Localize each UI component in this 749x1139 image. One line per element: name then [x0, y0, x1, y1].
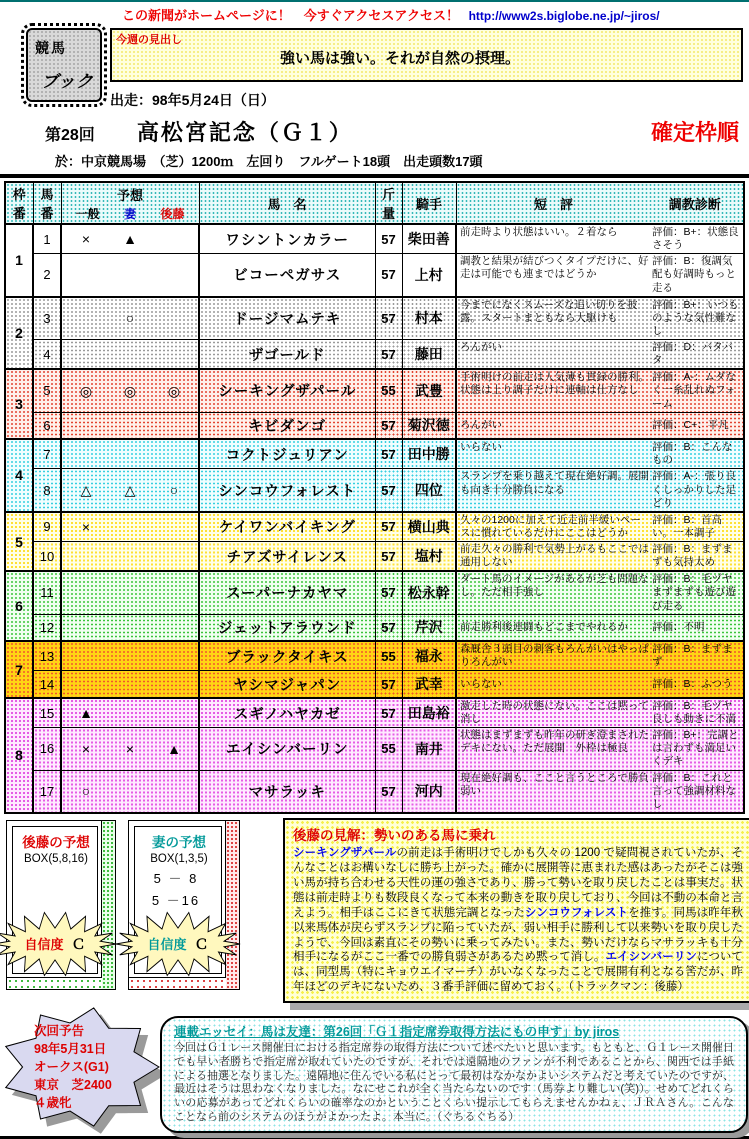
table-header-row: [5, 182, 744, 224]
prediction-marks-cell: [61, 297, 199, 340]
horse-name-cell: ケイワンバイキング: [199, 512, 375, 542]
training-evaluation: 評価：B：こんなもの: [652, 441, 733, 467]
next-race-line: 東京 芝2400: [34, 1077, 112, 1092]
weight-cell: 57: [375, 439, 402, 469]
weight-cell: 57: [375, 297, 402, 340]
short-comment: 前走久々の勝利で気勢上がるもここでは通用しない: [460, 543, 649, 569]
waku-number-cell: 6: [5, 571, 33, 641]
training-evaluation: 評価：C+：平凡: [652, 418, 729, 431]
headline-label: 今週の見出し: [116, 34, 182, 46]
short-comment: 現在絶好調も、ここと言うところで勝負弱い: [460, 771, 649, 797]
weight-cell: 57: [375, 671, 402, 698]
weight-cell: 57: [375, 571, 402, 614]
logo-line2: ブック: [41, 72, 94, 91]
essay-body: 今回はＧ１レース開催日における指定席券の取得方法について述べたいと思います。もともと、Ｇ１レース開催日でも早い者勝ちで指定席が取れていたのですが、それでは遠隔地のファンが不利であることから、関西では手紙による抽選となりました。遠隔地に住んでいる私にとって最初はなかなかよいシステムだと考えていたのですが、最近はそうは思わなくなりました。なにせこれが全く当たらないのです（馬券より難しい(笑)）。せめてどれくらいの応募があってどれくらいの確率なのかということくらい提示してもらえませんかねぇ、ＪＲＡさん。こんなことなら前のシステムのほうがよかったよ。本当に。（ぐちるぐちる）: [174, 1041, 734, 1124]
prediction-marks-cell: [61, 698, 199, 728]
predictor-wife-label: 妻: [123, 206, 136, 221]
next-race-line: 98年5月31日: [34, 1041, 107, 1056]
short-comment: ろんがい: [460, 341, 502, 353]
essay-box: [160, 1016, 748, 1133]
horse-row: [5, 698, 744, 728]
fixed-draw-status: 確定枠順: [650, 120, 739, 145]
comment-cell: [456, 512, 744, 542]
confidence-label: 自信度: [24, 937, 64, 953]
wife-mark: ○: [125, 310, 135, 327]
comment-cell: [456, 641, 744, 671]
short-comment: ダート馬のイメージがあるが芝も問題なし。ただ相手強し: [460, 573, 649, 599]
comment-cell: [456, 698, 744, 728]
horse-number-cell: 7: [33, 439, 61, 469]
horse-number-cell: 2: [33, 254, 61, 297]
horse-number-cell: 9: [33, 512, 61, 542]
horse-number-cell: 8: [33, 469, 61, 512]
weight-cell: 57: [375, 412, 402, 439]
goto-prediction-title: 後藤の予想: [22, 834, 90, 850]
wife-mark: [108, 784, 152, 798]
horse-name-cell: キビダンゴ: [199, 412, 375, 439]
bottom-section: [0, 816, 749, 1132]
horse-number-cell: 1: [33, 224, 61, 254]
prediction-marks-cell: [61, 671, 199, 698]
jockey-cell: 南井: [402, 728, 456, 770]
jockey-cell: 芹沢: [402, 614, 456, 641]
promo-url-link[interactable]: http://www2s.biglobe.ne.jp/~jiros/: [468, 9, 660, 23]
training-evaluation: 評価：B：復調気配も好調時もっと走る: [652, 255, 736, 294]
horse-name-cell: チアズサイレンス: [199, 542, 375, 572]
horse-name-cell: ビコーペガサス: [199, 254, 375, 297]
horse-name-header: 馬 名: [199, 182, 375, 224]
general-mark: ○: [81, 783, 91, 800]
horse-number-cell: 4: [33, 340, 61, 370]
next-race-line: 次回予告: [34, 1023, 85, 1038]
goto-mark: [152, 232, 196, 246]
goto-mark: [152, 706, 196, 720]
weight-cell: 55: [375, 369, 402, 412]
wife-bet-pair: 5 － 8: [153, 870, 199, 886]
wife-prediction-bets: BOX(1,3,5): [150, 852, 208, 865]
horse-row: [5, 641, 744, 671]
goto-mark: ○: [169, 482, 179, 499]
weekly-headline-box: [110, 28, 743, 82]
weight-cell: 57: [375, 770, 402, 813]
predictor-general-label: 一般: [75, 206, 100, 221]
waku-number-cell: 7: [5, 641, 33, 698]
predictor-goto-label: 後藤: [160, 206, 185, 221]
prediction-marks-cell: [61, 512, 199, 542]
short-comment: ろんがい: [460, 418, 502, 431]
comment-cell: [456, 571, 744, 614]
comment-cell: [456, 369, 744, 412]
training-evaluation: 評価：B：ふつう: [652, 677, 733, 690]
race-title-row: [0, 116, 749, 147]
jockey-cell: 武豊: [402, 369, 456, 412]
short-comment: いらない: [460, 441, 502, 454]
jockey-cell: 四位: [402, 469, 456, 512]
horse-row: [5, 224, 744, 254]
wife-prediction-title: 妻の予想: [152, 834, 206, 850]
horse-name-cell: ヤシマジャパン: [199, 671, 375, 698]
goto-mark: [152, 311, 196, 325]
horse-name-cell: ジェットアラウンド: [199, 614, 375, 641]
analysis-text: の前走は手術明けでしかも久々の 1200 で疑問視されていたが、そんなことはお構いなしに勝ち上がった。確かに展開等に恵まれた感はあったがそこは強い馬が持ち合わせる天性の運の強さであり、勝って勢いを取り戻したことは事実だ。状態は前走時よりも数段良くなって本来の動きを取り戻しており、今回は不動の本命と言えよう。相手はここにきて状態完調となった: [293, 846, 743, 919]
horse-number-cell: 12: [33, 614, 61, 641]
comment-cell: [456, 671, 744, 698]
prediction-header-title: 予想: [116, 187, 143, 203]
waku-number-cell: 5: [5, 512, 33, 572]
training-evaluation: 評価：D：バタバタ: [652, 341, 733, 367]
jockey-cell: 村本: [402, 297, 456, 340]
weight-cell: 57: [375, 254, 402, 297]
waku-number-cell: 1: [5, 224, 33, 297]
analysis-title: 後藤の見解：勢いのある馬に乗れ: [293, 827, 496, 843]
weight-cell: 57: [375, 698, 402, 728]
goto-confidence-burst: [0, 911, 117, 977]
training-evaluation: 評価：B+：いつものような気性難なし: [652, 298, 739, 337]
frame-edge: [129, 977, 226, 989]
training-evaluation: 評価：B：毛ヅヤまずまずも遊び遊び走る: [652, 573, 736, 612]
general-mark: △: [80, 482, 92, 499]
comment-cell: [456, 728, 744, 770]
horse-number-cell: 13: [33, 641, 61, 671]
weight-header: 斤量: [375, 182, 402, 224]
general-mark: ▲: [79, 705, 93, 721]
horse-row: [5, 439, 744, 469]
goto-prediction-box: [6, 820, 116, 990]
horse-row: [5, 770, 744, 813]
horse-name-cell: コクトジュリアン: [199, 439, 375, 469]
horse-name-cell: エイシンバーリン: [199, 728, 375, 770]
wife-mark: △: [124, 482, 136, 499]
prediction-marks-cell: [61, 254, 199, 297]
weight-cell: 55: [375, 641, 402, 671]
horse-row: [5, 469, 744, 512]
horse-number-cell: 3: [33, 297, 61, 340]
horse-row: [5, 340, 744, 370]
waku-number-cell: 3: [5, 369, 33, 439]
short-comment: スランプを乗り越えて現在絶好調。展開も向き十分勝負になる: [460, 470, 649, 496]
next-race-line: オークス(G1): [34, 1059, 109, 1074]
wife-prediction-box: [128, 820, 240, 990]
general-mark: ×: [81, 231, 91, 248]
headline-text: 強い馬は強い。それが自然の摂理。: [280, 50, 521, 67]
uma-header: 馬番: [33, 182, 61, 224]
analysis-text: については、同型馬（特にキョウエイマーチ）がいなくなったことで展開有利となる筈だが、昨年ほどのデキにないため、３番手評価に留めておく。（トラックマン：後藤）: [293, 951, 743, 994]
horse-row: [5, 297, 744, 340]
short-comment: 手術明けの前走は人気薄も貫録の勝利。状態は上り調子だけに連軸は仕方なし: [460, 371, 649, 397]
race-round: 第28回: [45, 127, 95, 144]
promo-text: この新聞がホームページに！ 今すぐアクセスアクセス！: [122, 8, 459, 23]
training-evaluation: 評価：不明: [652, 620, 705, 633]
wife-mark: [108, 706, 152, 720]
horse-reference: シーキングザパール: [293, 846, 397, 859]
wife-mark: ×: [125, 740, 135, 757]
weight-cell: 57: [375, 512, 402, 542]
training-evaluation: 評価：A-：張り良くしっかりした足どり: [652, 470, 736, 509]
prediction-marks-cell: [61, 542, 199, 572]
wife-bet-pair: 5 －16: [151, 892, 201, 908]
wife-confidence-burst: [115, 911, 241, 977]
horse-row: [5, 369, 744, 412]
wife-mark: [108, 520, 152, 534]
comment-cell: [456, 439, 744, 469]
jockey-cell: 河内: [402, 770, 456, 813]
horse-row: [5, 614, 744, 641]
horse-number-cell: 11: [33, 571, 61, 614]
goto-mark: [152, 520, 196, 534]
training-header: 調教診断: [668, 196, 721, 212]
waku-header: 枠番: [5, 182, 33, 224]
training-evaluation: 評価：B+：状態良さそう: [652, 226, 739, 252]
goto-mark: ◎: [167, 382, 181, 399]
prediction-marks-cell: [61, 641, 199, 671]
jockey-cell: 松永幹: [402, 571, 456, 614]
horse-row: [5, 412, 744, 439]
jockey-cell: 横山典: [402, 512, 456, 542]
confidence-grade: Ｃ: [194, 935, 209, 952]
horse-number-cell: 17: [33, 770, 61, 813]
waku-number-cell: 4: [5, 439, 33, 512]
weight-cell: 55: [375, 728, 402, 770]
horse-name-cell: ワシントンカラー: [199, 224, 375, 254]
prediction-header: [61, 182, 199, 224]
frame-edge: [7, 977, 102, 989]
horse-name-cell: ザゴールド: [199, 340, 375, 370]
training-evaluation: 評価：B：まずまずも気持太め: [652, 543, 733, 569]
header-right: [110, 28, 743, 110]
prediction-marks-cell: [61, 571, 199, 614]
goto-analysis-box: [283, 818, 749, 1003]
race-title: 高松宮記念（Ｇ１）: [136, 120, 353, 145]
weight-cell: 57: [375, 224, 402, 254]
weight-cell: 57: [375, 542, 402, 572]
goto-mark: ▲: [167, 740, 181, 757]
analysis-text: を推す。同馬は昨年秋以来馬体が戻らずスランプに陥っていたが、弱い相手に勝利して以来勢いを取り戻したようで、今回は素直にその勢いに乗ってみたい。また、勢いだけならマサラッキも十分相手になるがここ一番での勝負弱さがあるため黙って消し。: [293, 906, 743, 964]
horse-row: [5, 512, 744, 542]
prediction-marks-cell: [61, 340, 199, 370]
race-venue: 於：中京競馬場 （芝）1200ｍ 左回り フルゲート18頭 出走頭数17頭: [55, 154, 483, 169]
short-comment: 今までになくスムーズな追い切りを披露。スタートまともなら大駆けも: [460, 298, 638, 324]
jockey-cell: 柴田善: [402, 224, 456, 254]
horse-number-cell: 14: [33, 671, 61, 698]
horse-number-cell: 10: [33, 542, 61, 572]
short-comment: 調教と結果が結びつくタイプだけに、好走は可能でも連まではどうか: [460, 255, 649, 281]
prediction-marks-cell: [61, 412, 199, 439]
essay-title: 連載エッセイ：馬は友達：第26回「Ｇ１指定席券取得方法にもの申す」by jiros: [174, 1024, 620, 1039]
jockey-cell: 菊沢徳: [402, 412, 456, 439]
analysis-body: [293, 846, 743, 995]
horse-name-cell: スギノハヤカゼ: [199, 698, 375, 728]
race-date: 出走：98年5月24日（日）: [110, 92, 275, 108]
short-comment: いらない: [460, 677, 502, 690]
jockey-header: 騎手: [402, 182, 456, 224]
prediction-marks-cell: [61, 770, 199, 813]
general-mark: ×: [81, 518, 91, 535]
jockey-cell: 武幸: [402, 671, 456, 698]
comment-header: [456, 182, 744, 224]
next-race-text: [0, 1006, 160, 1128]
confidence-label: 自信度: [147, 937, 187, 953]
general-mark: [64, 311, 108, 325]
short-comment: 森厩舎３頭目の刺客もろんがいはやっぱりろんがい: [460, 643, 649, 669]
keiba-book-logo: [26, 28, 102, 102]
goto-prediction-bets: BOX(5,8,16): [24, 852, 88, 865]
comment-cell: [456, 254, 744, 297]
comment-cell: [456, 340, 744, 370]
horse-reference: シンコウフォレスト: [524, 906, 629, 919]
comment-cell: [456, 469, 744, 512]
comment-cell: [456, 297, 744, 340]
goto-mark: [152, 784, 196, 798]
prediction-marks-cell: [61, 614, 199, 641]
short-comment: 前走時より状態はいい。２着なら: [460, 226, 618, 238]
jockey-cell: 藤田: [402, 340, 456, 370]
horse-name-cell: スーパーナカヤマ: [199, 571, 375, 614]
horse-number-cell: 5: [33, 369, 61, 412]
comment-cell: [456, 224, 744, 254]
short-comment: 状態はまずまずも昨年の研ぎ澄まされたデキにない。ただ展開 外枠は極良: [460, 729, 649, 755]
logo-line1: 競馬: [35, 40, 67, 56]
jockey-cell: 田中勝: [402, 439, 456, 469]
horse-name-cell: ドージマムテキ: [199, 297, 375, 340]
general-mark: ×: [81, 740, 91, 757]
short-comment-header: 短 評: [533, 196, 573, 212]
section-divider: [0, 174, 749, 178]
prediction-marks-cell: [61, 728, 199, 770]
weight-cell: 57: [375, 469, 402, 512]
next-race-starburst: [0, 1006, 160, 1128]
training-evaluation: 評価：B：首高い。一本調子: [652, 513, 723, 539]
comment-cell: [456, 770, 744, 813]
weight-cell: 57: [375, 340, 402, 370]
horse-number-cell: 15: [33, 698, 61, 728]
training-evaluation: 評価：B+：完調とは言わずも満足いくデキ: [652, 729, 739, 768]
general-mark: ◎: [79, 382, 93, 399]
short-comment: 激走した時の状態にない。ここは黙って消し: [460, 699, 649, 725]
waku-number-cell: 8: [5, 698, 33, 813]
jockey-cell: 塩村: [402, 542, 456, 572]
prediction-marks-cell: [61, 469, 199, 512]
waku-number-cell: 2: [5, 297, 33, 370]
horse-table: [4, 181, 745, 814]
training-evaluation: 評価：B：まずまず: [652, 643, 733, 669]
jockey-cell: 福永: [402, 641, 456, 671]
horse-number-cell: 16: [33, 728, 61, 770]
horse-row: [5, 542, 744, 572]
horse-row: [5, 571, 744, 614]
horse-name-cell: シンコウフォレスト: [199, 469, 375, 512]
horse-row: [5, 254, 744, 297]
short-comment: 久々の1200に加えて近走前半緩いペースに慣れているだけにここはどうか: [460, 513, 641, 539]
jockey-cell: 上村: [402, 254, 456, 297]
horse-reference: エイシンバーリン: [605, 951, 697, 964]
comment-cell: [456, 542, 744, 572]
horse-name-cell: シーキングザパール: [199, 369, 375, 412]
training-evaluation: 評価：A-：ムダなく一糸乱れぬフォーム: [652, 371, 736, 410]
promo-banner: [0, 2, 749, 26]
jockey-cell: 田島裕: [402, 698, 456, 728]
horse-row: [5, 671, 744, 698]
comment-cell: [456, 614, 744, 641]
prediction-marks-cell: [61, 224, 199, 254]
next-race-line: ４歳牝: [34, 1096, 72, 1111]
horse-name-cell: ブラックタイキス: [199, 641, 375, 671]
wife-mark: ◎: [123, 382, 137, 399]
weight-cell: 57: [375, 614, 402, 641]
wife-mark: ▲: [123, 231, 137, 248]
horse-row: [5, 728, 744, 770]
horse-number-cell: 6: [33, 412, 61, 439]
training-evaluation: 評価：B：これと言って強調材料なし: [652, 771, 736, 810]
short-comment: 前走勝利後連闘もどこまでやれるか: [460, 620, 628, 633]
bottom-divider: [0, 1136, 749, 1139]
comment-cell: [456, 412, 744, 439]
horse-table-body: [5, 224, 744, 813]
prediction-marks-cell: [61, 369, 199, 412]
prediction-marks-cell: [61, 439, 199, 469]
training-evaluation: 評価：B：毛ヅヤ良しも動きに不満: [652, 699, 736, 725]
confidence-grade: Ｃ: [71, 935, 86, 952]
horse-name-cell: マサラッキ: [199, 770, 375, 813]
page-header: [0, 28, 749, 110]
